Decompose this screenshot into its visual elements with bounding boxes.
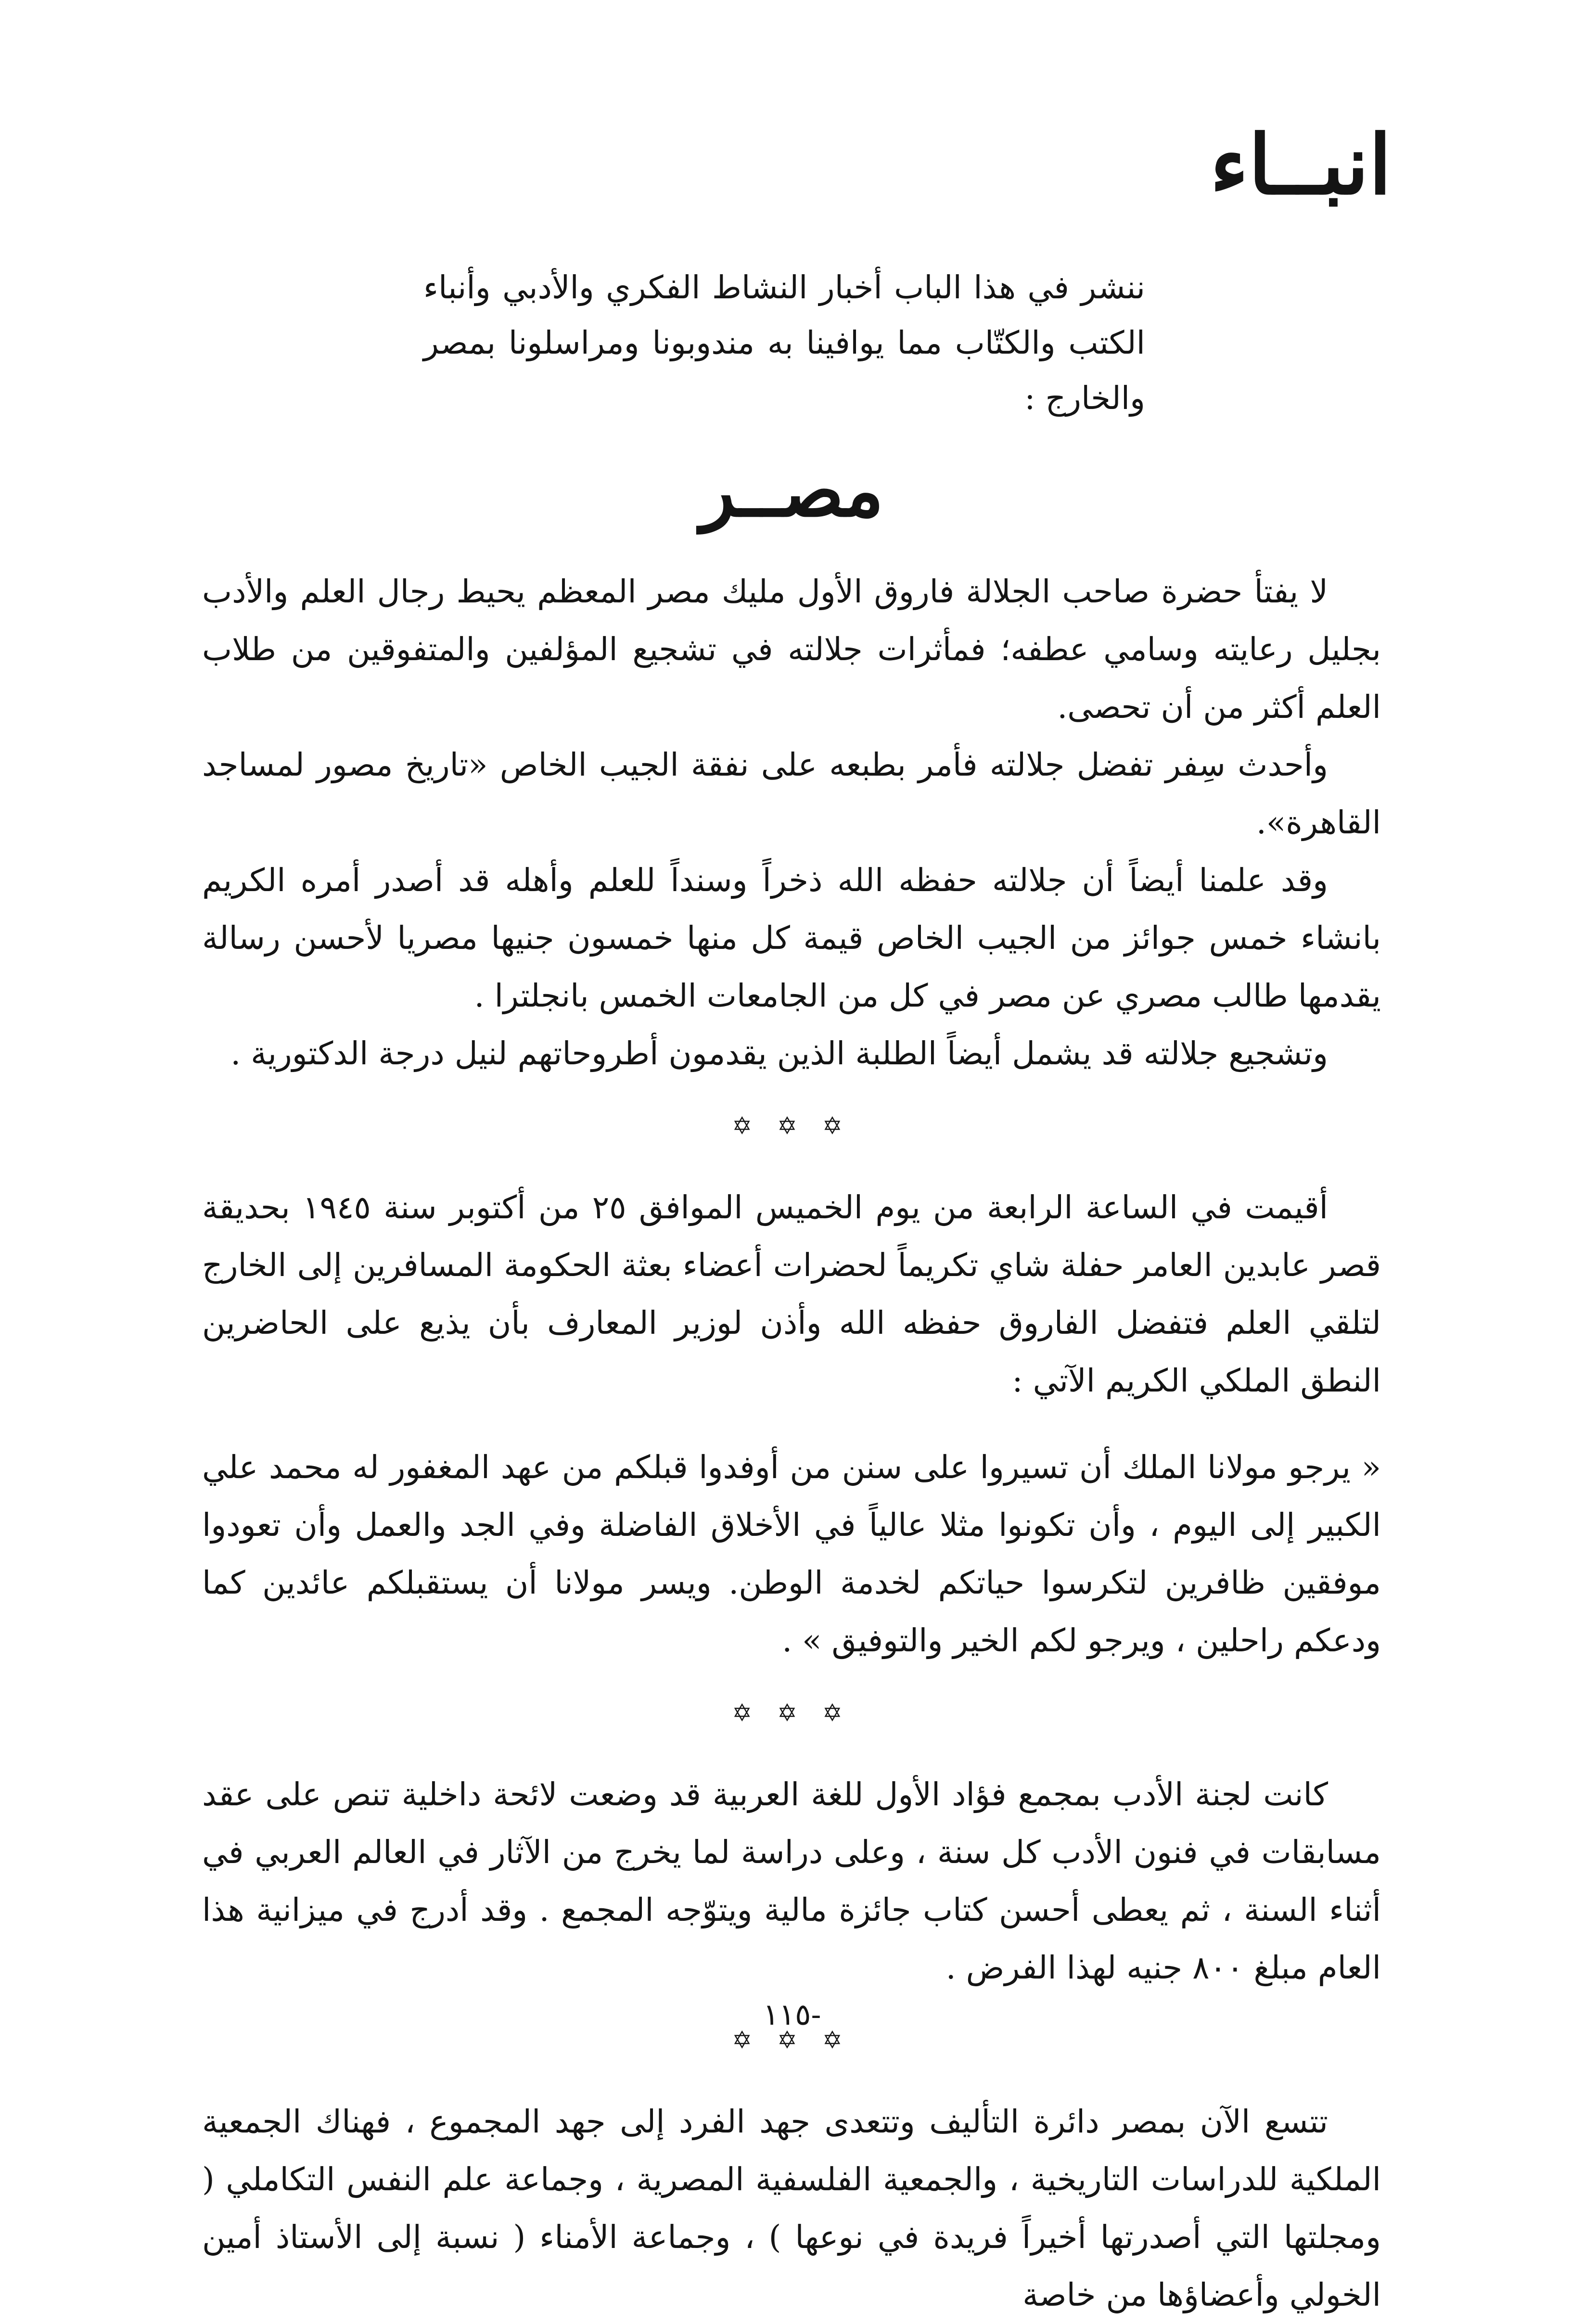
star-separator: ✡ ✡ ✡ — [732, 1112, 851, 1140]
paragraph-5: أقيمت في الساعة الرابعة من يوم الخميس الموافق ٢٥ من أكتوبر سنة ١٩٤٥ بحديقة قصر عابدين العامر حفلة شاي تكريماً لحضرات أعضاء بعثة الحكومة المسافرين إلى الخارج لتلقي العلم فتفضل الفاروق حفظه الله وأذن لوزير المعارف بأن يذيع على الحاضرين النطق الملكي الكريم الآتي : — [202, 1189, 1381, 1399]
page-number: -١١٥ — [763, 1997, 821, 2032]
paragraph-4: وتشجيع جلالته قد يشمل أيضاً الطلبة الذين يقدمون أطروحاتهم لنيل درجة الدكتورية . — [230, 1035, 1328, 1072]
subsection-title: مصــر — [700, 448, 884, 533]
spacer — [202, 1410, 1381, 1439]
royal-address-quote: « يرجو مولانا الملك أن تسيروا على سنن من أوفدوا قبلكم من عهد المغفور له محمد علي الكبير إلى اليوم ، وأن تكونوا مثلا عالياً في الأخلاق الفاضلة وفي الجد والعمل وأن تعودوا موفقين ظافرين لتكرسوا حياتكم لخدمة الوطن. ويسر مولانا أن يستقبلكم عائدين كما ودعكم راحلين ، ويرجو لكم الخير والتوفيق » . — [202, 1449, 1381, 1659]
section-title: انبــاء — [1210, 117, 1392, 213]
paragraph-2: وأحدث سِفر تفضل جلالته فأمر بطبعه على نفقة الجيب الخاص «تاريخ مصور لمساجد القاهرة». — [202, 746, 1381, 841]
intro-paragraph: ننشر في هذا الباب أخبار النشاط الفكري والأدبي وأنباء الكتب والكتّاب مما يوافينا به مندوبونا ومراسلونا بمصر والخارج : — [423, 269, 1145, 417]
paragraph-8: تتسع الآن بمصر دائرة التأليف وتتعدى جهد الفرد إلى جهد المجموع ، فهناك الجمعية الملكية للدراسات التاريخية ، والجمعية الفلسفية المصرية ، وجماعة علم النفس التكاملي ( ومجلتها التي أصدرتها أخيراً فريدة في نوعها ) ، وجماعة الأمناء ( نسبة إلى الأستاذ أمين الخولي وأعضاؤها من خاصة — [202, 2103, 1381, 2313]
paragraph-7: كانت لجنة الأدب بمجمع فؤاد الأول للغة العربية قد وضعت لائحة داخلية تنص على عقد مسابقات في فنون الأدب كل سنة ، وعلى دراسة لما يخرج من الآثار في العالم العربي في أثناء السنة ، ثم يعطى أحسن كتاب جائزة مالية ويتوّجه المجمع . وقد أدرج في ميزانية هذا العام مبلغ ٨٠٠ جنيه لهذا الفرض . — [202, 1776, 1381, 1986]
star-separator: ✡ ✡ ✡ — [732, 2026, 851, 2054]
article-body — [202, 563, 1381, 2324]
paragraph-1: لا يفتأ حضرة صاحب الجلالة فاروق الأول مليك مصر المعظم يحيط رجال العلم والأدب بجليل رعايته وسامي عطفه؛ فمأثرات جلالته في تشجيع المؤلفين والمتفوقين من طلاب العلم أكثر من أن تحصى. — [202, 573, 1381, 726]
paragraph-3: وقد علمنا أيضاً أن جلالته حفظه الله ذخراً وسنداً للعلم وأهله قد أصدر أمره الكريم بانشاء خمس جوائز من الجيب الخاص قيمة كل منها خمسون جنيها مصريا لأحسن رسالة يقدمها طالب مصري عن مصر في كل من الجامعات الخمس بانجلترا . — [202, 862, 1381, 1014]
star-separator: ✡ ✡ ✡ — [732, 1699, 851, 1727]
